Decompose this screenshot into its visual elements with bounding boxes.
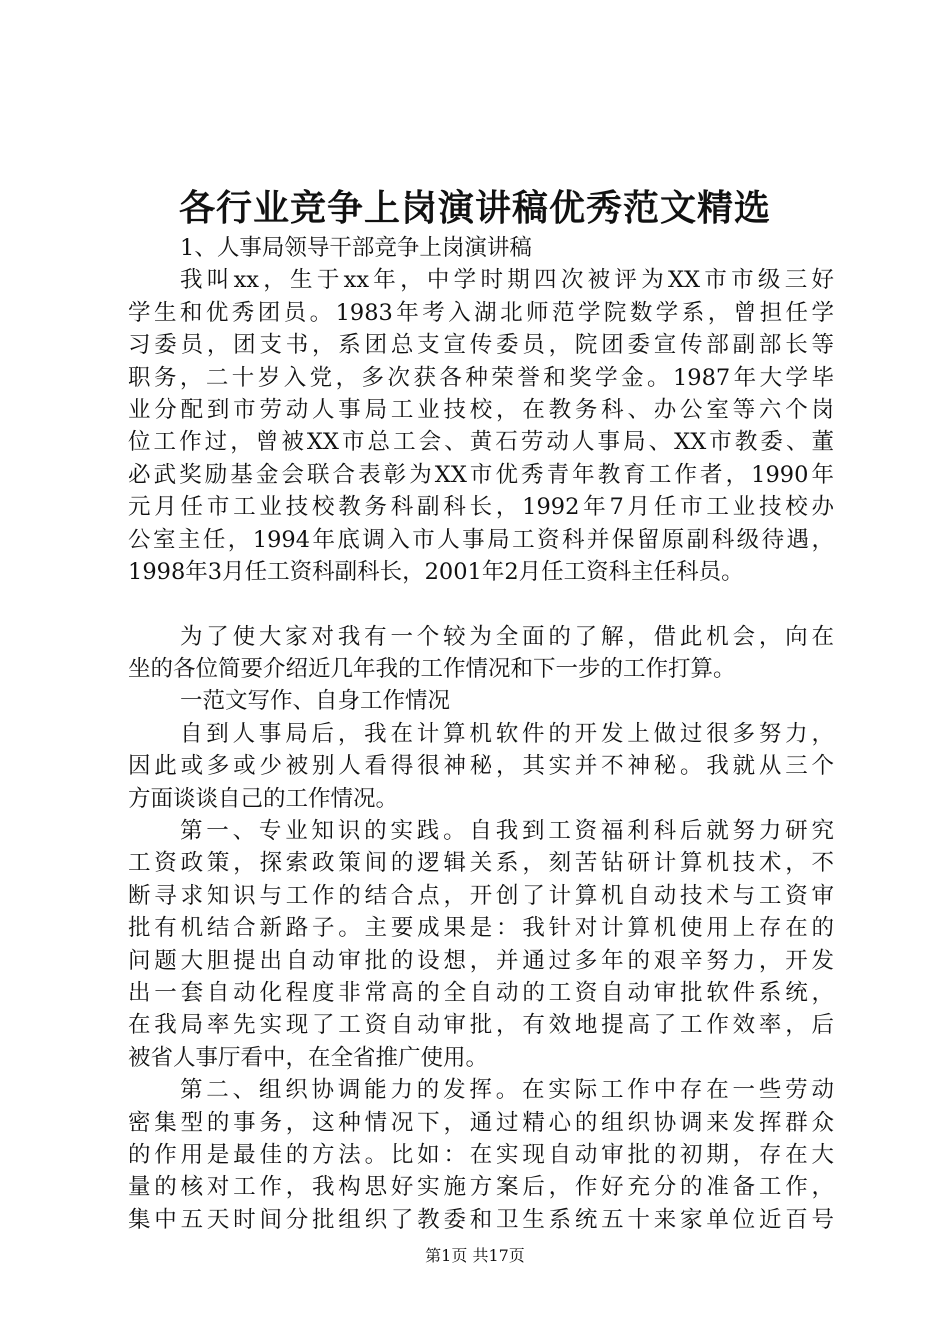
text-line: 密集型的事务，这种情况下，通过精心的组织协调来发挥群众: [128, 1109, 834, 1136]
text-line: 因此或多或少被别人看得很神秘，其实并不神秘。我就从三个: [128, 753, 834, 780]
text-line: 方面谈谈自己的工作情况。: [128, 785, 399, 812]
section-heading: 1、人事局领导干部竞争上岗演讲稿: [180, 235, 532, 261]
text-line: 为了使大家对我有一个较为全面的了解，借此机会，向在: [180, 623, 834, 650]
text-line: 自到人事局后，我在计算机软件的开发上做过很多努力，: [180, 720, 834, 747]
text-line: 量的核对工作，我构思好实施方案后，作好充分的准备工作，: [128, 1174, 834, 1201]
text-line: 集中五天时间分批组织了教委和卫生系统五十来家单位近百号: [128, 1206, 834, 1233]
document-title: 各行业竞争上岗演讲稿优秀范文精选: [178, 187, 771, 229]
text-line: 批有机结合新路子。主要成果是：我针对计算机使用上存在的: [128, 915, 834, 942]
text-line: 断寻求知识与工作的结合点，开创了计算机自动技术与工资审: [128, 882, 834, 909]
text-line: 问题大胆提出自动审批的设想，并通过多年的艰辛努力，开发: [128, 947, 834, 974]
text-line: 学生和优秀团员。1983年考入湖北师范学院数学系，曾担任学: [128, 299, 834, 326]
text-line: 元月任市工业技校教务科副科长，1992年7月任市工业技校办: [128, 494, 834, 521]
page-footer: 第1页 共17页: [425, 1246, 525, 1265]
text-line: 的作用是最佳的方法。比如：在实现自动审批的初期，存在大: [128, 1141, 834, 1168]
text-line: 1998年3月任工资科副科长，2001年2月任工资科主任科员。: [128, 558, 744, 585]
text-line: 必武奖励基金会联合表彰为XX市优秀青年教育工作者，1990年: [128, 461, 834, 488]
document-body: [128, 232, 834, 1236]
text-line: 位工作过，曾被XX市总工会、黄石劳动人事局、XX市教委、董: [128, 429, 834, 456]
text-line: 我叫xx，生于xx年，中学时期四次被评为XX市市级三好: [180, 267, 834, 294]
text-line: 出一套自动化程度非常高的全自动的工资自动审批软件系统，: [128, 979, 834, 1006]
paragraph-gap: [128, 588, 834, 620]
text-line: 被省人事厅看中，在全省推广使用。: [128, 1044, 489, 1071]
text-line: 坐的各位简要介绍近几年我的工作情况和下一步的工作打算。: [128, 656, 736, 683]
text-line: 工资政策，探索政策间的逻辑关系，刻苦钻研计算机技术，不: [128, 850, 834, 877]
text-line: 第二、组织协调能力的发挥。在实际工作中存在一些劳动: [180, 1077, 834, 1104]
text-line: 公室主任，1994年底调入市人事局工资科并保留原副科级待遇，: [128, 526, 834, 553]
text-line: 业分配到市劳动人事局工业技校，在教务科、办公室等六个岗: [128, 396, 834, 423]
text-line: 在我局率先实现了工资自动审批，有效地提高了工作效率，后: [128, 1012, 834, 1039]
text-line: 职务，二十岁入党，多次获各种荣誉和奖学金。1987年大学毕: [128, 364, 834, 391]
section-heading: 一范文写作、自身工作情况: [180, 688, 451, 715]
text-line: 第一、专业知识的实践。自我到工资福利科后就努力研究: [180, 818, 834, 845]
text-line: 习委员，团支书，系团总支宣传委员，院团委宣传部副部长等: [128, 332, 834, 359]
